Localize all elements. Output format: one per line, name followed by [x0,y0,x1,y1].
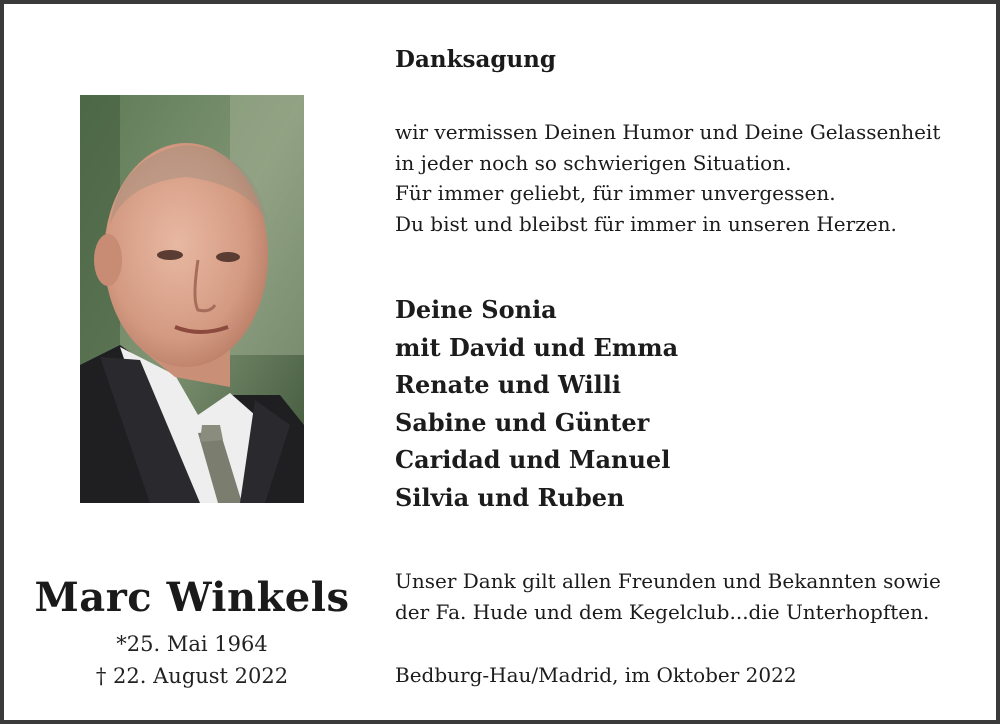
mourner-line: Renate und Willi [395,370,621,399]
poem-line: wir vermissen Deinen Humor und Deine Gelassenheit [395,120,941,144]
poem-line: in jeder noch so schwierigen Situation. [395,150,792,175]
place-and-date: Bedburg-Hau/Madrid, im Oktober 2022 [395,663,797,687]
portrait-photo [80,95,304,503]
poem-text [395,117,940,239]
mourner-line: Caridad und Manuel [395,445,671,474]
notice-heading: Danksagung [395,46,556,73]
thanks-text [395,566,941,627]
birth-date: *25. Mai 1964 [116,632,268,656]
poem-line: Du bist und bleibst für immer in unseren Herzen. [395,211,897,236]
mourners-list [395,291,678,516]
mourner-line: Deine Sonia [395,295,557,324]
death-date: † 22. August 2022 [95,664,289,688]
deceased-name: Marc Winkels [34,574,350,621]
poem-line: Für immer geliebt, für immer unvergessen. [395,181,836,205]
thanks-line: der Fa. Hude und dem Kegelclub...die Unterhopften. [395,599,930,624]
mourner-line: mit David und Emma [395,332,679,362]
thanks-line: Unser Dank gilt allen Freunden und Bekannten sowie [395,569,941,593]
mourner-line: Sabine und Günter [395,407,650,437]
mourner-line: Silvia und Ruben [395,482,625,512]
